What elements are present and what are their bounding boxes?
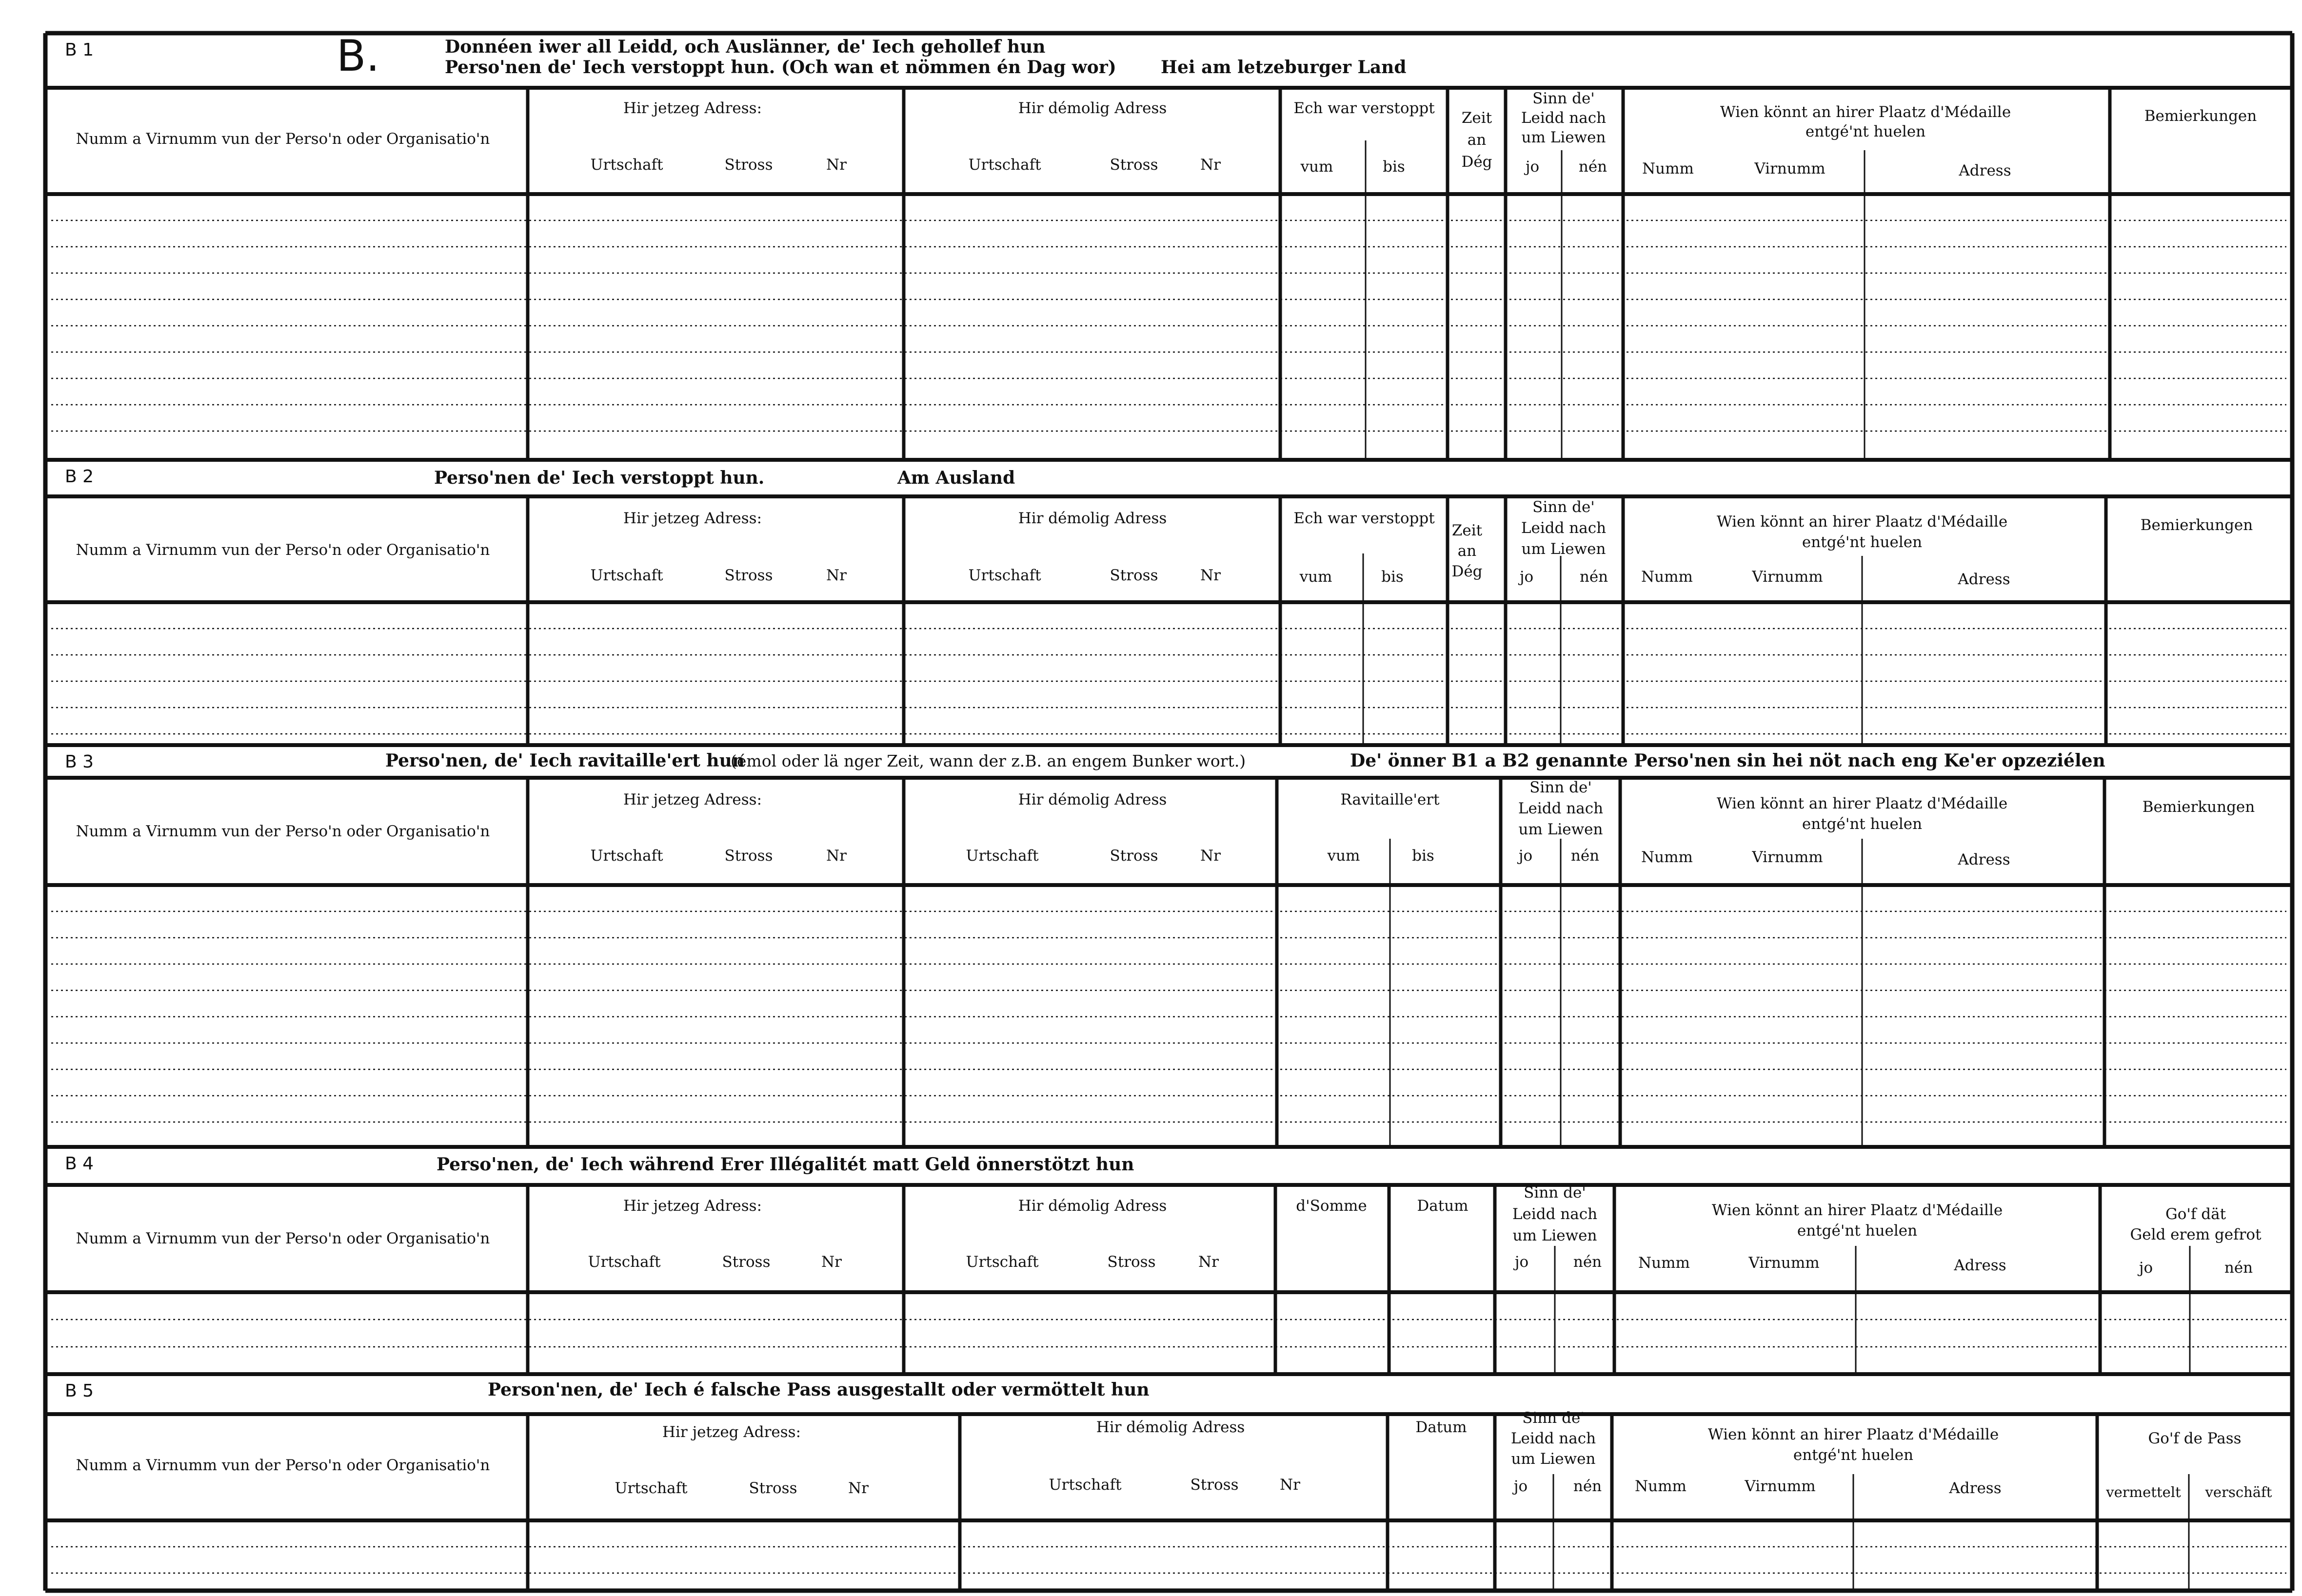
column-header: jo bbox=[1525, 158, 1540, 176]
column-header: nén bbox=[1570, 847, 1600, 865]
column-header: Wien könnt an hirer Plaatz d'Médaille bbox=[1711, 1202, 2003, 1219]
column-header: Adress bbox=[1959, 162, 2011, 179]
section-title: Donnéen iwer all Leidd, och Auslänner, de' Iech gehollef hun bbox=[445, 37, 1046, 57]
column-header: bis bbox=[1383, 158, 1405, 176]
column-header: Sinn de' bbox=[1532, 498, 1595, 516]
column-header: Stross bbox=[1110, 156, 1158, 174]
column-header: Virnumm bbox=[1752, 568, 1823, 586]
column-header: Numm a Virnumm vun der Perso'n oder Organisatio'n bbox=[76, 130, 490, 148]
column-header: Adress bbox=[1958, 571, 2010, 588]
column-header: Sinn de' bbox=[1529, 779, 1592, 796]
column-header: Wien könnt an hirer Plaatz d'Médaille bbox=[1716, 795, 2008, 812]
column-header: Urtschaft bbox=[590, 847, 663, 865]
column-header: Leidd nach bbox=[1521, 109, 1607, 127]
column-header: Nr bbox=[1200, 847, 1221, 865]
column-header: Urtschaft bbox=[590, 156, 663, 174]
column-header: Urtschaft bbox=[966, 847, 1039, 865]
column-header: bis bbox=[1412, 847, 1434, 865]
column-header: Ech war verstoppt bbox=[1293, 510, 1435, 527]
column-header: Virnumm bbox=[1748, 1254, 1820, 1272]
column-header: Adress bbox=[1958, 851, 2010, 868]
column-header: entgé'nt huelen bbox=[1805, 123, 1926, 140]
column-header: Zeit bbox=[1461, 109, 1492, 127]
column-header: um Liewen bbox=[1521, 540, 1606, 558]
column-header: Stross bbox=[1190, 1476, 1239, 1494]
column-header: Nr bbox=[826, 156, 847, 174]
column-header: Wien könnt an hirer Plaatz d'Médaille bbox=[1707, 1426, 1999, 1443]
column-header: Bemierkungen bbox=[2142, 798, 2255, 816]
column-header: entgé'nt huelen bbox=[1802, 815, 1923, 833]
column-header: nén bbox=[1573, 1478, 1602, 1495]
column-header: Go'f de Pass bbox=[2148, 1430, 2242, 1447]
column-header: jo bbox=[1519, 568, 1534, 586]
column-header: Nr bbox=[826, 567, 847, 584]
column-header: vermettelt bbox=[2106, 1484, 2181, 1500]
column-header: Datum bbox=[1415, 1419, 1467, 1436]
column-header: Hir démolig Adress bbox=[1018, 510, 1167, 527]
section-code: B 5 bbox=[65, 1381, 94, 1401]
column-header: Nr bbox=[826, 847, 847, 865]
column-header: Adress bbox=[1954, 1257, 2006, 1274]
section-code: B 3 bbox=[65, 752, 94, 772]
column-header: d'Somme bbox=[1296, 1197, 1367, 1215]
column-header: vum bbox=[1300, 158, 1333, 176]
column-header: Stross bbox=[724, 567, 773, 584]
column-header: Hir démolig Adress bbox=[1018, 1197, 1167, 1215]
column-header: Hir jetzeg Adress: bbox=[623, 510, 762, 527]
column-header: Nr bbox=[1200, 156, 1221, 174]
column-header: nén bbox=[1579, 568, 1608, 586]
column-header: Ech war verstoppt bbox=[1293, 99, 1435, 117]
column-header: um Liewen bbox=[1518, 821, 1603, 838]
section-title: Perso'nen, de' Iech während Erer Illégalitét matt Geld önnerstötzt hun bbox=[437, 1154, 1134, 1175]
section-title: Am Ausland bbox=[897, 468, 1015, 488]
column-header: Numm bbox=[1642, 160, 1694, 177]
column-header: verschäft bbox=[2205, 1484, 2272, 1500]
column-header: Urtschaft bbox=[968, 567, 1041, 584]
column-header: Leidd nach bbox=[1512, 1205, 1598, 1223]
column-header: Ravitaille'ert bbox=[1340, 791, 1440, 808]
column-header: Go'f dät bbox=[2165, 1205, 2226, 1223]
column-header: Nr bbox=[1200, 567, 1221, 584]
column-header: Stross bbox=[722, 1253, 771, 1271]
section-title: Hei am letzeburger Land bbox=[1161, 57, 1407, 78]
column-header: Nr bbox=[848, 1479, 869, 1497]
column-header: Sinn de' bbox=[1522, 1409, 1585, 1427]
column-header: Numm bbox=[1641, 568, 1693, 586]
column-header: nén bbox=[2224, 1259, 2253, 1277]
column-header: Numm bbox=[1641, 848, 1693, 866]
column-header: jo bbox=[1513, 1478, 1528, 1495]
column-header: Urtschaft bbox=[590, 567, 663, 584]
column-header: Hir jetzeg Adress: bbox=[623, 1197, 762, 1215]
section-code: B 4 bbox=[65, 1154, 94, 1174]
column-header: jo bbox=[1518, 847, 1533, 865]
column-header: Nr bbox=[821, 1253, 842, 1271]
section-title: De' önner B1 a B2 genannte Perso'nen sin hei nöt nach eng Ke'er opzeziélen bbox=[1350, 750, 2105, 771]
column-header: jo bbox=[1514, 1253, 1529, 1271]
column-header: Virnumm bbox=[1752, 848, 1823, 866]
column-header: Leidd nach bbox=[1521, 519, 1607, 537]
column-header: Numm a Virnumm vun der Perso'n oder Organisatio'n bbox=[76, 1230, 490, 1247]
column-header: Dég bbox=[1451, 563, 1483, 580]
column-header: Stross bbox=[1107, 1253, 1156, 1271]
column-header: bis bbox=[1381, 568, 1404, 586]
form-part-letter: B. bbox=[337, 31, 380, 81]
section-title: Person'nen, de' Iech é falsche Pass ausgestallt oder vermöttelt hun bbox=[488, 1379, 1150, 1400]
column-header: Hir jetzeg Adress: bbox=[623, 791, 762, 808]
column-header: um Liewen bbox=[1512, 1227, 1597, 1244]
section-title: Perso'nen de' Iech verstoppt hun. bbox=[434, 468, 765, 488]
column-header: Bemierkungen bbox=[2140, 516, 2253, 534]
column-header: an bbox=[1467, 131, 1487, 149]
column-header: Datum bbox=[1417, 1197, 1469, 1215]
column-header: Hir jetzeg Adress: bbox=[623, 99, 762, 117]
column-header: Hir démolig Adress bbox=[1018, 99, 1167, 117]
column-header: Leidd nach bbox=[1510, 1430, 1596, 1447]
column-header: Stross bbox=[749, 1479, 797, 1497]
section-code: B 2 bbox=[65, 467, 94, 487]
column-header: Stross bbox=[1110, 567, 1158, 584]
column-header: Stross bbox=[724, 847, 773, 865]
column-header: Urtschaft bbox=[966, 1253, 1039, 1271]
column-header: Nr bbox=[1280, 1476, 1300, 1494]
column-header: Urtschaft bbox=[968, 156, 1041, 174]
section-code: B 1 bbox=[65, 40, 94, 60]
column-header: Nr bbox=[1198, 1253, 1219, 1271]
column-header: Virnumm bbox=[1754, 160, 1826, 177]
column-header: entgé'nt huelen bbox=[1793, 1446, 1914, 1464]
column-header: Bemierkungen bbox=[2144, 107, 2257, 125]
column-header: Stross bbox=[724, 156, 773, 174]
column-header: um Liewen bbox=[1511, 1450, 1596, 1468]
column-header: an bbox=[1457, 542, 1477, 560]
column-header: Numm a Virnumm vun der Perso'n oder Organisatio'n bbox=[76, 1457, 490, 1474]
section-title: Perso'nen, de' Iech ravitaille'ert hun bbox=[385, 750, 745, 771]
column-header: nén bbox=[1578, 158, 1607, 176]
column-header: Stross bbox=[1110, 847, 1158, 865]
section-title: (émol oder lä nger Zeit, wann der z.B. an engem Bunker wort.) bbox=[731, 751, 1246, 770]
column-header: Sinn de' bbox=[1532, 90, 1595, 107]
column-header: vum bbox=[1327, 847, 1360, 865]
column-header: Geld erem gefrot bbox=[2130, 1226, 2262, 1243]
column-header: Urtschaft bbox=[615, 1479, 688, 1497]
column-header: Urtschaft bbox=[588, 1253, 661, 1271]
column-header: jo bbox=[2139, 1259, 2153, 1277]
column-header: Hir démolig Adress bbox=[1018, 791, 1167, 808]
column-header: Sinn de' bbox=[1524, 1184, 1586, 1202]
column-header: um Liewen bbox=[1521, 129, 1606, 146]
column-header: Zeit bbox=[1451, 522, 1483, 539]
column-header: Hir démolig Adress bbox=[1096, 1419, 1245, 1436]
column-header: Urtschaft bbox=[1049, 1476, 1122, 1494]
column-header: Numm a Virnumm vun der Perso'n oder Organisatio'n bbox=[76, 541, 490, 559]
column-header: Numm bbox=[1635, 1478, 1687, 1495]
column-header: Numm a Virnumm vun der Perso'n oder Organisatio'n bbox=[76, 823, 490, 840]
column-header: nén bbox=[1573, 1253, 1602, 1271]
column-header: vum bbox=[1299, 568, 1332, 586]
column-header: Adress bbox=[1949, 1479, 2002, 1497]
column-header: Virnumm bbox=[1745, 1478, 1816, 1495]
column-header: Numm bbox=[1638, 1254, 1690, 1272]
column-header: Leidd nach bbox=[1518, 800, 1604, 817]
column-header: Dég bbox=[1461, 153, 1492, 171]
column-header: Hir jetzeg Adress: bbox=[662, 1423, 801, 1441]
column-header: entgé'nt huelen bbox=[1802, 533, 1923, 551]
column-header: Wien könnt an hirer Plaatz d'Médaille bbox=[1716, 513, 2008, 531]
section-title: Perso'nen de' Iech verstoppt hun. (Och wan et nömmen én Dag wor) bbox=[445, 57, 1116, 78]
column-header: entgé'nt huelen bbox=[1797, 1222, 1918, 1240]
column-header: Wien könnt an hirer Plaatz d'Médaille bbox=[1720, 103, 2011, 121]
